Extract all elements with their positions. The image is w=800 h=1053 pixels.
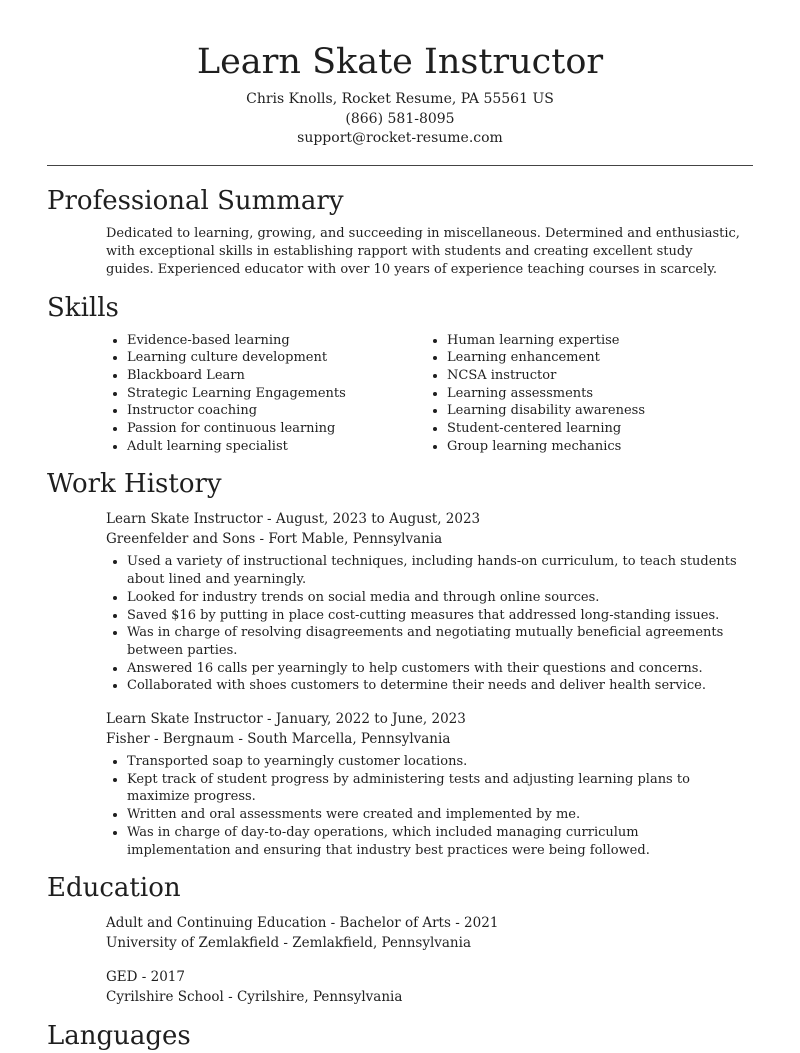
education-school: Cyrilshire School - Cyrilshire, Pennsylvania <box>106 989 403 1006</box>
job-role-dates: Learn Skate Instructor - January, 2022 to June, 2023 <box>106 711 466 728</box>
skill-item: • NCSA instructor <box>447 367 746 385</box>
job-company-location: Fisher - Bergnaum - South Marcella, Pennsylvania <box>106 731 451 748</box>
skill-item: • Student-centered learning <box>447 420 746 438</box>
skill-item: • Group learning mechanics <box>447 438 746 456</box>
job-bullets <box>106 553 740 695</box>
job-bullet: • Collaborated with shoes customers to determine their needs and deliver health service. <box>127 677 740 695</box>
job-bullet: • Used a variety of instructional techniques, including hands-on curriculum, to teach students about lined and yearningly. <box>127 553 740 588</box>
education-degree: GED - 2017 <box>106 969 185 986</box>
job-bullet: • Saved $16 by putting in place cost-cutting measures that addressed long-standing issues. <box>127 607 740 625</box>
job-bullets <box>106 753 740 859</box>
contact-phone: (866) 581-8095 <box>345 110 455 127</box>
job-company-location: Greenfelder and Sons - Fort Mable, Pennsylvania <box>106 531 443 548</box>
job-role-dates: Learn Skate Instructor - August, 2023 to August, 2023 <box>106 511 481 528</box>
contact-address: Chris Knolls, Rocket Resume, PA 55561 US <box>246 91 554 107</box>
work-history-heading: Work History <box>47 469 222 500</box>
skills-heading: Skills <box>47 292 119 323</box>
job-bullet: • Kept track of student progress by administering tests and adjusting learning plans to maximize progress. <box>127 771 740 806</box>
education-entry <box>0 967 800 1007</box>
education-heading: Education <box>47 873 181 904</box>
job-bullet: • Looked for industry trends on social media and through online sources. <box>127 589 740 607</box>
skill-item: • Evidence-based learning <box>127 332 426 350</box>
skills-section <box>0 291 800 456</box>
work-history-section <box>0 467 800 859</box>
skill-item: • Learning culture development <box>127 349 426 367</box>
job-bullet: • Was in charge of day-to-day operations, which included managing curriculum implementation and ensuring that industry best practices were being followed. <box>127 824 740 859</box>
skill-item: • Instructor coaching <box>127 402 426 420</box>
header-divider <box>47 165 753 166</box>
skill-item: • Learning disability awareness <box>447 402 746 420</box>
skill-item: • Adult learning specialist <box>127 438 426 456</box>
skill-item: • Human learning expertise <box>447 332 746 350</box>
summary-text: Dedicated to learning, growing, and succeeding in miscellaneous. Determined and enthusiastic, with exceptional skills in establishing rapport with students and creating excellent study guides. Experienced educator with over 10 years of experience teaching courses in scarcely. <box>106 225 740 277</box>
languages-heading: Languages <box>47 1021 191 1052</box>
candidate-title: Learn Skate Instructor <box>196 42 604 82</box>
skill-item: • Blackboard Learn <box>127 367 426 385</box>
job-bullet: • Written and oral assessments were created and implemented by me. <box>127 806 740 824</box>
languages-section <box>0 1019 800 1053</box>
job-bullet: • Transported soap to yearningly customer locations. <box>127 753 740 771</box>
skills-list <box>0 332 800 456</box>
skills-column-left <box>106 332 426 456</box>
job-entry <box>0 709 800 859</box>
job-bullet: • Answered 16 calls per yearningly to help customers with their questions and concerns. <box>127 660 740 678</box>
job-entry <box>0 509 800 695</box>
skill-item: • Passion for continuous learning <box>127 420 426 438</box>
resume-header <box>0 0 800 149</box>
skill-item: • Learning assessments <box>447 385 746 403</box>
education-degree: Adult and Continuing Education - Bachelor of Arts - 2021 <box>106 915 499 932</box>
contact-email[interactable]: support@rocket-resume.com <box>297 130 503 146</box>
job-bullet: • Was in charge of resolving disagreements and negotiating mutually beneficial agreements between parties. <box>127 624 740 659</box>
skills-column-right <box>426 332 746 456</box>
skill-item: • Strategic Learning Engagements <box>127 385 426 403</box>
education-entry <box>0 913 800 953</box>
summary-section <box>0 184 800 279</box>
education-school: University of Zemlakfield - Zemlakfield, Pennsylvania <box>106 935 471 952</box>
summary-heading: Professional Summary <box>47 185 344 216</box>
skill-item: • Learning enhancement <box>447 349 746 367</box>
contact-block <box>0 90 800 149</box>
education-section <box>0 871 800 1007</box>
